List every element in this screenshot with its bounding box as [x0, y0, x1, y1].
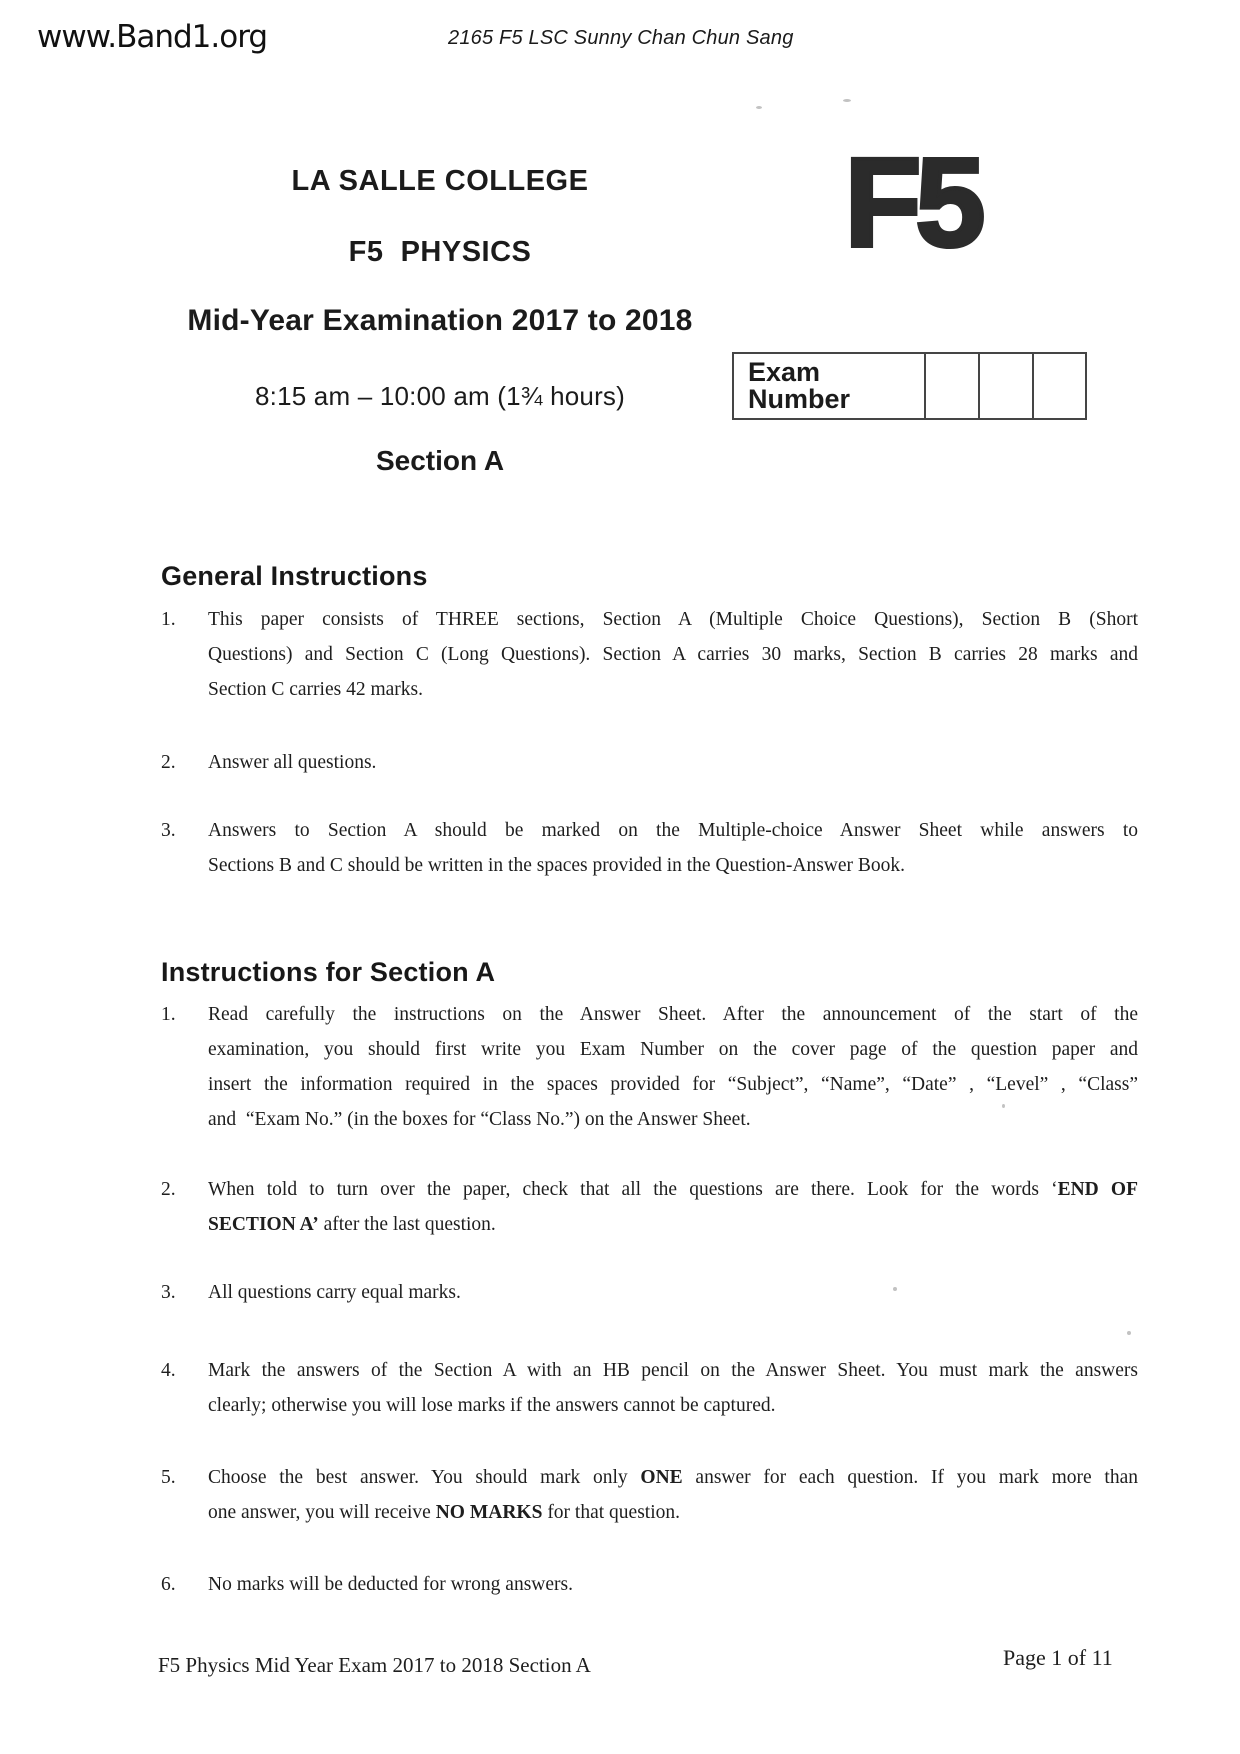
section-title: Section A	[375, 445, 505, 476]
text-line: examination, you should first write you Exam Number on the cover page of the question paper and	[208, 1039, 1138, 1060]
general-instructions-heading: General Instructions	[161, 561, 428, 591]
text-line: one answer, you will receive NO MARKS for that question.	[208, 1502, 680, 1523]
text-line: Mark the answers of the Section A with an HB pencil on the Answer Sheet. You must mark the answers	[208, 1360, 1138, 1381]
scan-speck	[1127, 1331, 1131, 1335]
instruction-item	[161, 997, 1138, 1137]
text-line: clearly; otherwise you will lose marks if the answers cannot be captured.	[208, 1395, 776, 1416]
item-number: 3.	[161, 820, 176, 841]
item-number: 4.	[161, 1360, 176, 1381]
scan-speck	[843, 99, 851, 102]
text-line: Read carefully the instructions on the Answer Sheet. After the announcement of the start of the	[208, 1004, 1138, 1025]
text-line: Answer all questions.	[208, 752, 377, 773]
instruction-item	[161, 1275, 1138, 1310]
text-line: SECTION A’ after the last question.	[208, 1214, 496, 1235]
item-text	[208, 1172, 1138, 1242]
item-number: 5.	[161, 1467, 176, 1488]
text-line: Sections B and C should be written in the spaces provided in the Question-Answer Book.	[208, 855, 906, 876]
item-text	[208, 602, 1138, 707]
footer-document-title: F5 Physics Mid Year Exam 2017 to 2018 Section A	[158, 1653, 591, 1677]
instruction-item	[161, 602, 1138, 707]
exam-time: 8:15 am – 10:00 am (1¾ hours)	[254, 381, 625, 411]
text-line: Answers to Section A should be marked on the Multiple-choice Answer Sheet while answers to	[208, 820, 1138, 841]
item-number: 1.	[161, 1004, 176, 1025]
text-line: and “Exam No.” (in the boxes for “Class No.”) on the Answer Sheet.	[208, 1109, 751, 1130]
exam-number-cell-2	[978, 354, 1032, 418]
instruction-item	[161, 745, 1138, 780]
footer-page-number: Page 1 of 11	[1003, 1645, 1113, 1670]
item-text	[208, 745, 1138, 780]
document-reference-text: 2165 F5 LSC Sunny Chan Chun Sang	[448, 27, 794, 49]
item-number: 2.	[161, 752, 176, 773]
exam-number-cell-1	[924, 354, 978, 418]
text-line: No marks will be deducted for wrong answers.	[208, 1574, 573, 1595]
scan-speck	[893, 1287, 897, 1291]
item-number: 2.	[161, 1179, 176, 1200]
text-line: Choose the best answer. You should mark only ONE answer for each question. If you mark more than	[208, 1467, 1138, 1488]
text-line: insert the information required in the spaces provided for “Subject”, “Name”, “Date” , “Level” , “Class”	[208, 1074, 1138, 1095]
instruction-item	[161, 1353, 1138, 1423]
item-text	[208, 997, 1138, 1137]
exam-title: Mid-Year Examination 2017 to 2018	[187, 304, 693, 337]
section-a-instructions-heading: Instructions for Section A	[161, 957, 496, 987]
instruction-item	[161, 1460, 1138, 1530]
scan-speck	[1002, 1104, 1005, 1108]
instruction-item	[161, 813, 1138, 883]
item-text	[208, 1353, 1138, 1423]
exam-number-box	[732, 352, 1087, 420]
exam-number-cell-3	[1032, 354, 1086, 418]
item-number: 3.	[161, 1282, 176, 1303]
item-number: 6.	[161, 1574, 176, 1595]
school-name: LA SALLE COLLEGE	[291, 165, 589, 197]
item-text	[208, 1275, 1138, 1310]
text-line: All questions carry equal marks.	[208, 1282, 461, 1303]
form-level-badge: F5	[844, 132, 980, 273]
text-line: When told to turn over the paper, check that all the questions are there. Look for the words ‘END OF	[208, 1179, 1138, 1200]
instruction-item	[161, 1567, 1138, 1602]
text-line: Questions) and Section C (Long Questions). Section A carries 30 marks, Section B carries 28 marks and	[208, 644, 1138, 665]
item-text	[208, 1460, 1138, 1530]
text-line: This paper consists of THREE sections, Section A (Multiple Choice Questions), Section B (Short	[208, 609, 1138, 630]
instruction-item	[161, 1172, 1138, 1242]
item-text	[208, 813, 1138, 883]
subject-title: F5 PHYSICS	[348, 236, 532, 268]
text-line: Section C carries 42 marks.	[208, 679, 423, 700]
watermark-site-text: www.Band1.org	[37, 19, 268, 55]
exam-number-label: Exam Number	[748, 357, 851, 414]
item-number: 1.	[161, 609, 176, 630]
scan-speck	[756, 106, 762, 109]
item-text	[208, 1567, 1138, 1602]
